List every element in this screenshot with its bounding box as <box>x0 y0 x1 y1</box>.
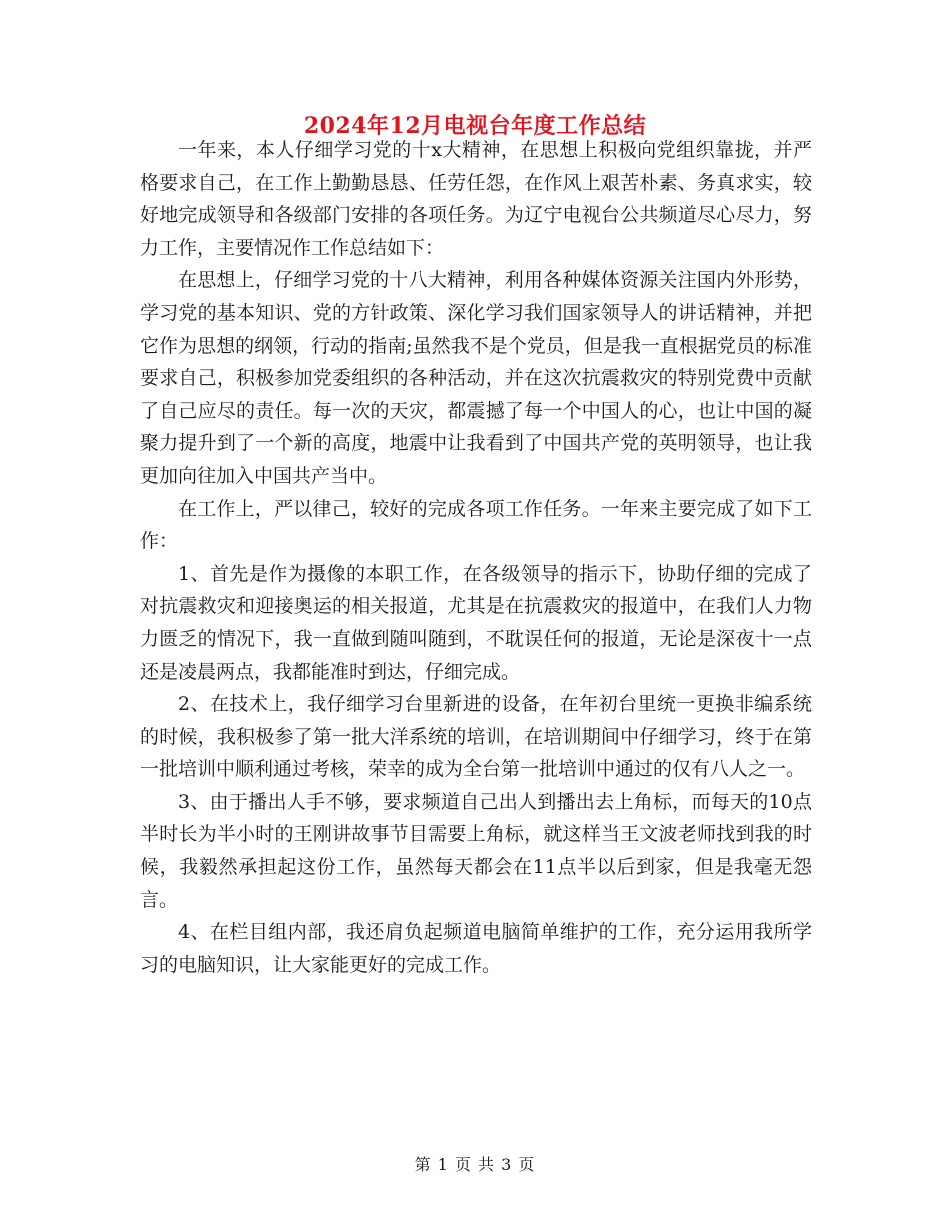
paragraph-item-1: 1、首先是作为摄像的本职工作，在各级领导的指示下，协助仔细的完成了对抗震救灾和迎接奥运的相关报道，尤其是在抗震救灾的报道中，在我们人力物力匮乏的情况下，我一直做到随叫随到，不耽误任何的报道，无论是深夜十一点还是凌晨两点，我都能准时到达，仔细完成。 <box>140 562 812 683</box>
document-title: 2024年12月电视台年度工作总结 <box>303 113 647 139</box>
paragraph-item-2: 2、在技术上，我仔细学习台里新进的设备，在年初台里统一更换非编系统的时候，我积极参了第一批大洋系统的培训，在培训期间中仔细学习，终于在第一批培训中顺利通过考核，荣幸的成为全台第一批培训中通过的仅有八人之一。 <box>140 693 812 781</box>
document-body <box>140 134 812 981</box>
paragraph-intro: 一年来，本人仔细学习党的十x大精神，在思想上积极向党组织靠拢，并严格要求自己，在工作上勤勤恳恳、任劳任怨，在作风上艰苦朴素、务真求实，较好地完成领导和各级部门安排的各项任务。为辽宁电视台公共频道尽心尽力，努力工作，主要情况作工作总结如下： <box>140 139 812 259</box>
page-footer <box>0 1155 950 1175</box>
paragraph-work-intro: 在工作上，严以律己，较好的完成各项工作任务。一年来主要完成了如下工作： <box>140 497 812 553</box>
page-number-text: 第 1 页 共 3 页 <box>414 1155 536 1174</box>
paragraph-item-3: 3、由于播出人手不够，要求频道自己出人到播出去上角标，而每天的10点半时长为半小时的王刚讲故事节目需要上角标，就这样当王文波老师找到我的时候，我毅然承担起这份工作，虽然每天都会在11点半以后到家，但是我毫无怨言。 <box>140 790 812 911</box>
paragraph-item-4: 4、在栏目组内部，我还肩负起频道电脑简单维护的工作，充分运用我所学习的电脑知识，让大家能更好的完成工作。 <box>140 921 812 976</box>
paragraph-ideology: 在思想上，仔细学习党的十八大精神，利用各种媒体资源关注国内外形势，学习党的基本知识、党的方针政策、深化学习我们国家领导人的讲话精神，并把它作为思想的纲领，行动的指南;虽然我不是个党员，但是我一直根据党员的标准要求自己，积极参加党委组织的各种活动，并在这次抗震救灾的特别党费中贡献了自己应尽的责任。每一次的天灾，都震撼了每一个中国人的心，也让中国的凝聚力提升到了一个新的高度，地震中让我看到了中国共产党的英明领导，也让我更加向往加入中国共产当中。 <box>140 269 812 487</box>
